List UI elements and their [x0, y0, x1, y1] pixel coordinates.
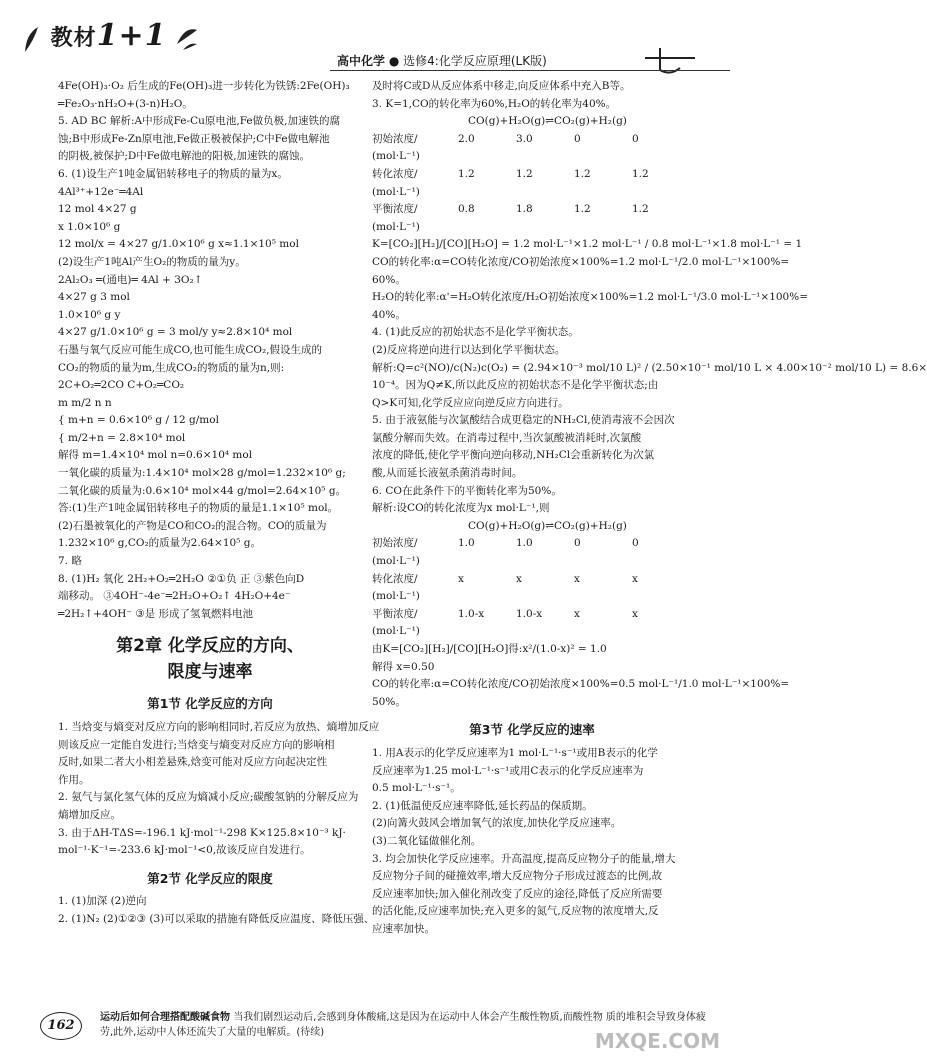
text-line: { m/2+n = 2.8×10⁴ mol: [58, 431, 186, 444]
table-cell: x: [632, 607, 638, 620]
text-line: 4. (1)此反应的初始状态不是化学平衡状态。: [372, 326, 579, 339]
table-cell: 0: [632, 537, 639, 550]
table-cell: [516, 219, 574, 237]
text-line: 答:(1)生产1吨金属铝转移电子的物质的量是1.1×10⁵ mol。: [58, 502, 339, 515]
table-cell: 1.2: [632, 203, 649, 216]
text-line: 则该反应一定能自发进行;当焓变与熵变对反应方向的影响相: [58, 738, 335, 751]
table-cell: (mol·L⁻¹): [372, 150, 420, 163]
table-cell: [458, 148, 516, 166]
text-line: 5. AD BC 解析:A中形成Fe-Cu原电池,Fe做负极,加速铁的腐: [58, 115, 340, 128]
table-cell: (mol·L⁻¹): [372, 555, 420, 568]
text-line: CO的转化率:α=CO转化浓度/CO初始浓度×100%=0.5 mol·L⁻¹/1.0 mol·L⁻¹×100%=: [372, 678, 790, 691]
table-cell: (mol·L⁻¹): [372, 185, 420, 198]
text-line: 浓度的降低,使化学平衡向逆向移动,NH₂Cl会重新转化为次氯: [372, 449, 655, 462]
text-line: 1. 用A表示的化学反应速率为1 mol·L⁻¹·s⁻¹或用B表示的化学: [372, 746, 658, 759]
table-cell: 0: [574, 537, 581, 550]
table-row: [372, 588, 690, 606]
text-line: 12 mol/x = 4×27 g/1.0×10⁶ g x≈1.1×10⁵ mol: [58, 238, 299, 251]
text-line: 3. 均会加快化学反应速率。升高温度,提高反应物分子的能量,增大: [372, 852, 676, 865]
table-row: [372, 166, 690, 184]
section-1-answers: [58, 719, 380, 860]
table-cell: 1.2: [516, 167, 533, 180]
text-line: 反应物分子间的碰撞效率,增大反应物分子形成过渡态的比例,故: [372, 870, 663, 883]
table-cell: 1.0-x: [516, 607, 543, 620]
table-cell: [458, 588, 516, 606]
text-line: 2C+O₂═2CO C+O₂═CO₂: [58, 379, 185, 392]
text-line: H₂O的转化率:α'=H₂O转化浓度/H₂O初始浓度×100%=1.2 mol·L⁻¹/3.0 mol·L⁻¹×100%=: [372, 291, 809, 304]
text-line: m m/2 n n: [58, 396, 112, 409]
table-cell: [458, 184, 516, 202]
table-cell: [458, 623, 516, 641]
text-line: CO的转化率:α=CO转化浓度/CO初始浓度×100%=1.2 mol·L⁻¹/2.0 mol·L⁻¹×100%=: [372, 255, 790, 268]
table-cell: 转化浓度/: [372, 167, 418, 180]
concentration-table-1: [372, 131, 690, 237]
table-cell: (mol·L⁻¹): [372, 625, 420, 638]
table-cell: 1.0: [458, 537, 475, 550]
book-logo: [22, 18, 199, 54]
table-cell: [632, 588, 690, 606]
table-cell: [574, 588, 632, 606]
footer-tip-text2: 质的堆积会导致身体疲劳,此外,运动中人体还流失了大量的电解质。(待续): [100, 1012, 706, 1038]
leaf-icon: [175, 24, 199, 54]
table-row: [372, 623, 690, 641]
table-cell: [574, 623, 632, 641]
text-line: Q>K可知,化学反应应向逆反应方向进行。: [372, 396, 569, 409]
text-line: (2)反应将逆向进行以达到化学平衡状态。: [372, 343, 566, 356]
text-line: 解析:Q=c²(NO)/c(N₂)c(O₂) = (2.94×10⁻³ mol/10 L)² / (2.50×10⁻¹ mol/10 L × 4.00×10⁻² mol/10 L) = 8.6×: [372, 361, 927, 374]
subject-label: 高中化学: [337, 54, 386, 68]
chapter-title-line2: 限度与速率: [167, 662, 253, 683]
right-column: [372, 78, 927, 939]
text-line: 的阴极,被保护;D中Fe做电解池的阳极,加速铁的腐蚀。: [58, 150, 311, 163]
header-subject: [337, 52, 547, 69]
text-line: 端移动。 ③4OH⁻-4e⁻═2H₂O+O₂↑ 4H₂O+4e⁻: [58, 590, 291, 603]
text-line: 1.0×10⁶ g y: [58, 308, 121, 321]
table-cell: (mol·L⁻¹): [372, 590, 420, 603]
table-cell: 2.0: [458, 132, 475, 145]
text-line: 1. 当焓变与熵变对反应方向的影响相同时,若反应为放热、熵增加反应: [58, 721, 380, 733]
footer-tip-title: 运动后如何合理搭配酸碱食物: [100, 1012, 230, 1023]
text-line: 7. 略: [58, 555, 82, 568]
text-line: 50%。: [372, 695, 406, 708]
table-cell: 1.2: [574, 167, 591, 180]
table-cell: [516, 553, 574, 571]
text-line: 40%。: [372, 308, 406, 321]
table-cell: [574, 184, 632, 202]
section-3-answers: [372, 745, 692, 939]
table-cell: 1.2: [574, 203, 591, 216]
text-line: 解得 m=1.4×10⁴ mol n=0.6×10⁴ mol: [58, 449, 253, 462]
table-cell: [574, 553, 632, 571]
text-line: 2. (1)低温使反应速率降低,延长药品的保质期。: [372, 799, 593, 812]
text-line: ═Fe₂O₃·nH₂O+(3-n)H₂O。: [58, 97, 193, 110]
text-line: (2)向篝火鼓风会增加氧气的浓度,加快化学反应速率。: [372, 817, 622, 830]
page-footer: [0, 1000, 750, 1061]
text-line: K=[CO₂][H₂]/[CO][H₂O] = 1.2 mol·L⁻¹×1.2 mol·L⁻¹ / 0.8 mol·L⁻¹×1.8 mol·L⁻¹ = 1: [372, 238, 803, 251]
section-3-title: 第3节 化学反应的速率: [469, 722, 595, 738]
equation-line: CO(g)+H₂O(g)⇌CO₂(g)+H₂(g): [468, 519, 627, 532]
table-row: [372, 184, 690, 202]
table-row: [372, 131, 690, 149]
text-line: 熵增加反应。: [58, 808, 121, 821]
table-cell: 初始浓度/: [372, 132, 418, 145]
equation-line: CO(g)+H₂O(g)⇌CO₂(g)+H₂(g): [468, 115, 627, 128]
table-cell: 0: [632, 132, 639, 145]
text-line: 反应速率为1.25 mol·L⁻¹·s⁻¹或用C表示的化学反应速率为: [372, 764, 644, 777]
text-line: 0.5 mol·L⁻¹·s⁻¹。: [372, 782, 461, 795]
text-line: 3. K=1,CO的转化率为60%,H₂O的转化率为40%。: [372, 97, 617, 110]
text-line: 石墨与氧气反应可能生成CO,也可能生成CO₂,假设生成的: [58, 343, 323, 356]
table-cell: 1.0: [516, 537, 533, 550]
text-line: 一氧化碳的质量为:1.4×10⁴ mol×28 g/mol=1.232×10⁶ g;: [58, 467, 346, 480]
text-line: 2. 氨气与氯化氢气体的反应为熵减小反应;碳酸氢钠的分解反应为: [58, 791, 359, 804]
section-2-title: 第2节 化学反应的限度: [147, 870, 273, 886]
table-cell: 1.0-x: [458, 607, 485, 620]
text-line: 反应速率加快;加入催化剂改变了反应的途径,降低了反应所需要: [372, 887, 663, 900]
table-cell: 转化浓度/: [372, 572, 418, 585]
text-line: CO₂的物质的量为m,生成CO₂的物质的量为n,则:: [58, 361, 285, 374]
header-ornament-icon: [640, 40, 700, 80]
table-cell: (mol·L⁻¹): [372, 220, 420, 233]
text-line: { m+n = 0.6×10⁶ g / 12 g/mol: [58, 414, 219, 427]
table-cell: 1.8: [516, 203, 533, 216]
header-rule: [330, 70, 730, 71]
text-line: 60%。: [372, 273, 406, 286]
table-cell: [516, 588, 574, 606]
table-row: [372, 535, 690, 553]
text-line: 氯酸分解而失效。在消毒过程中,当次氯酸被消耗时,次氯酸: [372, 431, 642, 444]
leaf-icon: [22, 24, 42, 54]
text-line: 及时将C或D从反应体系中移走,向反应体系中充入B等。: [372, 80, 631, 92]
text-line: mol⁻¹·K⁻¹=-233.6 kJ·mol⁻¹<0,故该反应自发进行。: [58, 844, 311, 857]
text-line: (3)二氧化锰做催化剂。: [372, 834, 482, 847]
table-cell: 初始浓度/: [372, 537, 418, 550]
text-line: 4Al³⁺+12e⁻═4Al: [58, 185, 144, 198]
text-line: 作用。: [58, 773, 90, 786]
page-header: [0, 0, 750, 84]
text-line: 2. (1)N₂ (2)①②③ (3)可以采取的措施有降低反应温度、降低压强、: [58, 912, 375, 925]
text-line: 6. CO在此条件下的平衡转化率为50%。: [372, 484, 562, 497]
text-line: 的活化能,反应速率加快;充入更多的氮气,反应物的浓度增大,反: [372, 905, 659, 918]
table-cell: [458, 219, 516, 237]
concentration-table-2: [372, 535, 690, 641]
text-line: 10⁻⁴。因为Q≠K,所以此反应的初始状态不是化学平衡状态;由: [372, 379, 659, 392]
text-line: 二氧化碳的质量为:0.6×10⁴ mol×44 g/mol=2.64×10⁵ g。: [58, 484, 347, 497]
logo-text: 教材: [50, 25, 97, 51]
text-line: 应速率加快。: [372, 922, 435, 935]
chapter-title-line1: 第2章 化学反应的方向、: [116, 636, 304, 657]
text-line: 6. (1)设生产1吨金属铝转移电子的物质的量为x。: [58, 167, 288, 180]
table-cell: [632, 148, 690, 166]
text-line: 4×27 g 3 mol: [58, 291, 130, 304]
right-answers-mid: [372, 236, 927, 518]
table-row: [372, 201, 690, 219]
right-answers-bottom: [372, 641, 790, 711]
text-line: 解析:设CO的转化浓度为x mol·L⁻¹,则: [372, 502, 550, 515]
table-cell: 平衡浓度/: [372, 607, 418, 620]
footer-tip-text1: 当我们剧烈运动后,会感到身体酸痛,这是因为在运动中人体会产生酸性物质,而酸性物: [233, 1012, 603, 1023]
table-cell: [632, 219, 690, 237]
table-row: [372, 606, 690, 624]
table-cell: 1.2: [458, 167, 475, 180]
right-answers-top: [372, 78, 692, 113]
table-cell: [516, 184, 574, 202]
text-line: 4×27 g/1.0×10⁶ g = 3 mol/y y≈2.8×10⁴ mol: [58, 326, 293, 339]
table-cell: [516, 148, 574, 166]
table-cell: x: [574, 607, 580, 620]
watermark: MXQE.COM: [594, 1029, 720, 1053]
text-line: 1. (1)加深 (2)逆向: [58, 895, 147, 908]
section-1-title: 第1节 化学反应的方向: [147, 696, 273, 712]
table-cell: x: [574, 572, 580, 585]
page-number: 162: [40, 1012, 82, 1040]
text-line: 解得 x=0.50: [372, 660, 435, 673]
table-cell: [632, 553, 690, 571]
table-row: [372, 148, 690, 166]
table-cell: 3.0: [516, 132, 533, 145]
section-2-answers: [58, 893, 375, 928]
table-cell: [574, 219, 632, 237]
chapter-title: [58, 633, 362, 685]
table-cell: [516, 623, 574, 641]
table-cell: 0: [574, 132, 581, 145]
text-line: 2Al₂O₃ ═(通电)═ 4Al + 3O₂↑: [58, 273, 203, 286]
text-line: 8. (1)H₂ 氧化 2H₂+O₂═2H₂O ②①负 正 ③紫色向D: [58, 572, 305, 585]
text-line: 由K=[CO₂][H₂]/[CO][H₂O]得:x²/(1.0-x)² = 1.0: [372, 643, 607, 655]
text-line: ═2H₂↑+4OH⁻ ③是 形成了氢氧燃料电池: [58, 607, 254, 620]
table-cell: 1.2: [632, 167, 649, 180]
logo-big: 1+1: [96, 18, 167, 53]
table-cell: [574, 148, 632, 166]
table-cell: [458, 553, 516, 571]
table-cell: [632, 184, 690, 202]
text-line: x 1.0×10⁶ g: [58, 220, 121, 233]
table-cell: x: [516, 572, 522, 585]
table-row: [372, 219, 690, 237]
text-line: 反时,如果二者大小相差悬殊,焓变可能对反应方向起决定性: [58, 756, 328, 769]
text-line: 蚀;B中形成Fe-Zn原电池,Fe做正极被保护;C中Fe做电解池: [58, 132, 330, 145]
text-line: (2)设生产1吨Al产生O₂的物质的量为y。: [58, 255, 246, 268]
book-label: 选修4:化学反应原理(LK版): [403, 54, 547, 68]
text-line: 4Fe(OH)₃·O₂ 后生成的Fe(OH)₃进一步转化为铁锈:2Fe(OH)₃: [58, 80, 350, 92]
table-cell: 平衡浓度/: [372, 203, 418, 216]
bullet-icon: ●: [388, 54, 400, 68]
table-row: [372, 571, 690, 589]
text-line: 1.232×10⁶ g,CO₂的质量为2.64×10⁵ g。: [58, 537, 261, 550]
left-answers: [58, 78, 362, 623]
text-line: 12 mol 4×27 g: [58, 203, 137, 216]
text-line: 酸,从而延长液氨杀菌消毒时间。: [372, 467, 523, 480]
table-cell: [632, 623, 690, 641]
table-cell: x: [632, 572, 638, 585]
text-line: (2)石墨被氧化的产物是CO和CO₂的混合物。CO的质量为: [58, 519, 327, 532]
table-cell: 0.8: [458, 203, 475, 216]
text-line: 3. 由于ΔH-TΔS=-196.1 kJ·mol⁻¹-298 K×125.8×10⁻³ kJ·: [58, 826, 346, 839]
table-cell: x: [458, 572, 464, 585]
left-column: [58, 78, 380, 929]
text-line: 5. 由于液氨能与次氯酸结合成更稳定的NH₂Cl,使消毒液不会因次: [372, 414, 675, 427]
table-row: [372, 553, 690, 571]
